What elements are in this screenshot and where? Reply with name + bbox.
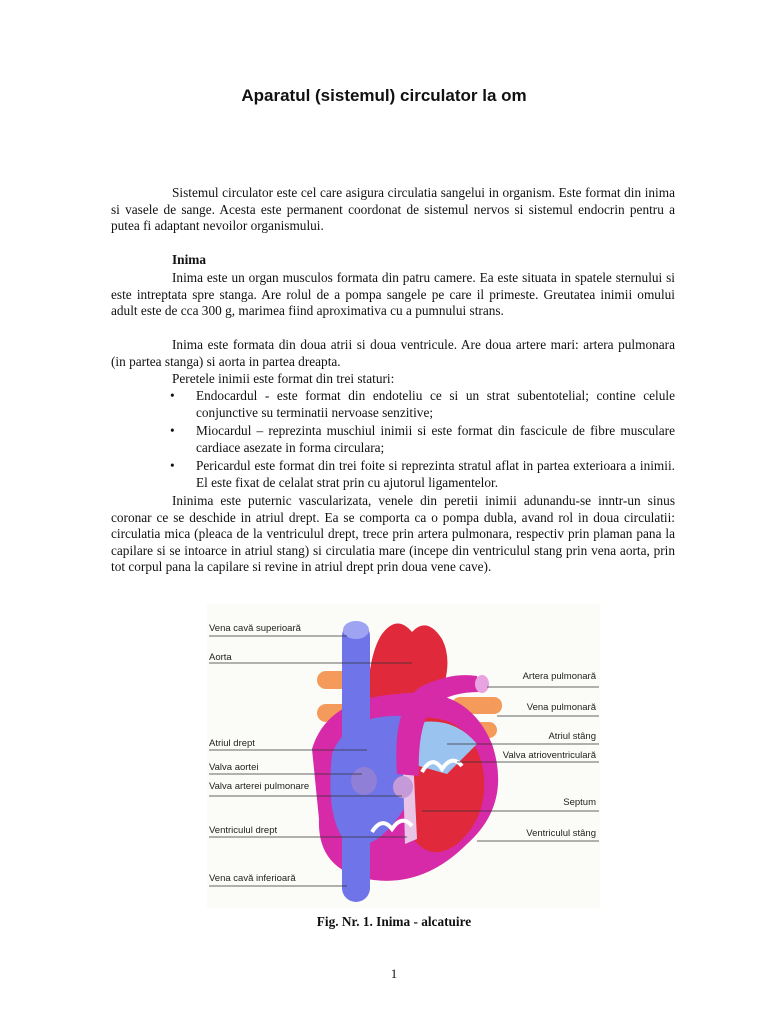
- heart-diagram: [207, 604, 600, 908]
- paragraph-2: Inima este formata din doua atrii si doua ventricule. Are doua artere mari: artera pulmonara (in partea stanga) si aorta in partea dreapta.: [111, 337, 675, 369]
- label-vena-pulmonara: Vena pulmonară: [526, 702, 596, 713]
- label-ventriculul-stang: Ventriculul stâng: [526, 828, 596, 839]
- figure-caption: Fig. Nr. 1. Inima - alcatuire: [316, 914, 472, 929]
- section-heading: Inima: [172, 252, 206, 267]
- label-artera-pulmonara: Artera pulmonară: [522, 671, 596, 682]
- page-title: Aparatul (sistemul) circulator la om: [241, 86, 527, 105]
- paragraph-4: Ininima este puternic vascularizata, venele din peretii inimii adunandu-se inntr-un sinus coronar ce se deschide in atriul drept. Ea se comporta ca o pompa dubla, avand rol in doua circulatii: circulatia mica (pleaca de la ventriculul drept, trece prin artera pulmonara, respectiv prin plaman pana la capilare si se intoarce in atriul stang) si circulatia mare (incepe din ventriculul stang prin vena aorta, prin tot corpul pana la capilare si revine in atriul drept prin doua vene cave).: [111, 493, 675, 575]
- list-item: • Miocardul – reprezinta muschiul inimii si este format din fascicule de fibre musculare cardiace asezate in forma circulara;: [170, 423, 675, 455]
- label-vena-cava-inferioara: Vena cavă inferioară: [209, 873, 296, 884]
- label-vena-cava-superioara: Vena cavă superioară: [209, 623, 301, 634]
- label-aorta: Aorta: [209, 652, 232, 663]
- list-item: • Pericardul este format din trei foite si reprezinta stratul aflat in partea exterioara a inimii. El este fixat de celalat strat prin cu ajutorul ligamentelor.: [170, 458, 675, 490]
- label-septum: Septum: [563, 797, 596, 808]
- list-item: • Endocardul - este format din endoteliu ce si un strat subentotelial; contine celule conjunctive su terminatii nervoase senzitive;: [170, 388, 675, 420]
- wall-layers-list: [170, 388, 675, 494]
- label-valva-arterei-pulmonare: Valva arterei pulmonare: [209, 781, 310, 792]
- label-ventriculul-drept: Ventriculul drept: [209, 825, 278, 836]
- paragraph-1: Inima este un organ musculos formata din patru camere. Ea este situata in spatele sternului si este intreptata spre stanga. Are rolul de a pompa sangele pe care il primeste. Greutatea inimii omului adult este de cca 300 g, marimea fiind aproximativa cu a pumnului strans.: [111, 270, 675, 319]
- label-atriul-stang: Atriul stâng: [548, 731, 596, 742]
- intro-paragraph: Sistemul circulator este cel care asigura circulatia sangelui in organism. Este format din inima si vasele de sange. Acesta este permanent coordonat de sistemul nervos si sistemul endocrin pentru a putea fi adaptant nevoilor organismului.: [111, 185, 675, 234]
- label-valva-atrioventriculara: Valva atrioventriculară: [502, 750, 596, 761]
- paragraph-3: Peretele inimii este format din trei staturi:: [172, 371, 395, 386]
- label-atriul-drept: Atriul drept: [209, 738, 255, 749]
- page-number: 1: [390, 966, 398, 981]
- label-valva-aortei: Valva aortei: [209, 762, 259, 773]
- heart-figure: [207, 604, 600, 908]
